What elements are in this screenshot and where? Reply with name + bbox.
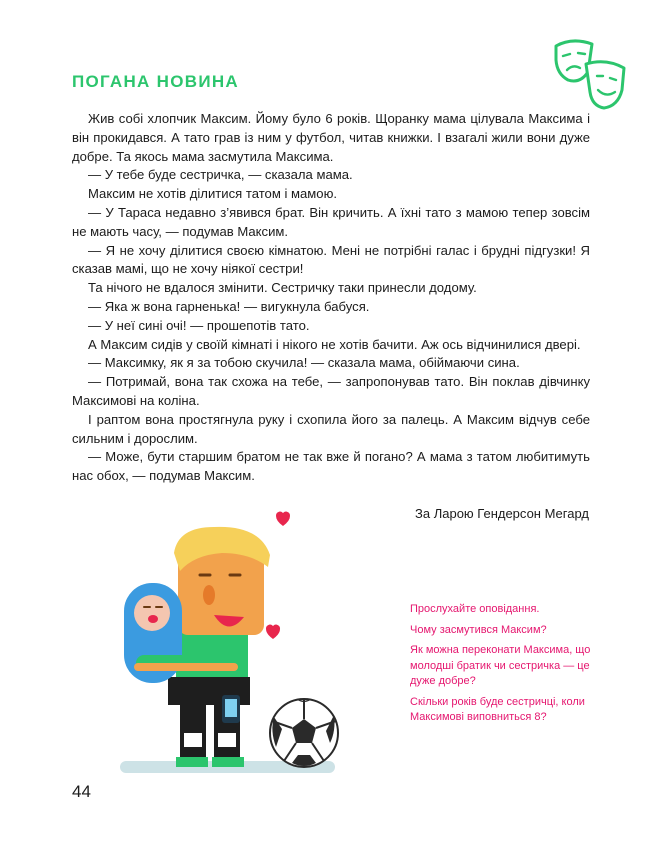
discussion-questions: [410, 602, 600, 731]
question-item: Прослухайте оповідання.: [410, 603, 540, 615]
question-item: Скільки років буде сестричці, коли Максимові виповниться 8?: [410, 695, 585, 723]
story-paragraph: Та нічого не вдалося змінити. Сестричку таки принесли додому.: [88, 280, 477, 296]
author-attribution: За Ларою Гендерсон Мегард: [415, 506, 589, 521]
story-paragraph: — У тебе буде сестричка, — сказала мама.: [88, 167, 353, 183]
boy-holding-baby-illustration: [110, 505, 355, 785]
story-paragraph: — Потримай, вона так схожа на тебе, — запропонував тато. Він поклав дівчинку Максимові на коліна.: [72, 374, 590, 408]
story-paragraph: Максим не хотів ділитися татом і мамою.: [88, 186, 338, 202]
story-paragraph: — У неї сині очі! — прошепотів тато.: [88, 317, 310, 333]
story-paragraph: — Яка ж вона гарненька! — вигукнула бабуся.: [88, 298, 370, 314]
heart-icon: [276, 512, 290, 526]
story-paragraph: Жив собі хлопчик Максим. Йому було 6 років. Щоранку мама цілувала Максима і він прокидався. А тато грав із ним у футбол, читав книжки. І взагалі жили вони дуже добре. Та якось мама засмутила Максима.: [72, 111, 590, 164]
story-paragraph: — У Тараса недавно з’явився брат. Він кричить. А їхні тато з мамою тепер зовсім не мають часу, — подумав Максим.: [72, 204, 590, 239]
theater-masks-icon: [552, 38, 632, 114]
story-paragraph: — Максимку, як я за тобою скучила! — сказала мама, обіймаючи сина.: [88, 355, 520, 371]
heart-icon: [266, 625, 280, 639]
story-paragraph: — Може, бути старшим братом не так вже й погано? А мама з татом любитимуть нас обох, — подумав Максим.: [72, 449, 590, 484]
story-paragraph: — Я не хочу ділитися своєю кімнатою. Мені не потрібні галас і брудні підгузки! Я сказав мамі, що не хочу ніякої сестри!: [72, 242, 590, 277]
page-number: 44: [72, 782, 91, 801]
question-item: Чому засмутився Максим?: [410, 623, 547, 636]
page-title: ПОГАНА НОВИНА: [72, 72, 240, 91]
question-item: Як можна переконати Максима, що молодші братик чи сестричка — це дуже добре?: [410, 644, 591, 687]
story-paragraph: І раптом вона простягнула руку і схопила його за палець. А Максим відчув себе сильним і дорослим.: [72, 411, 590, 446]
story-paragraph: А Максим сидів у своїй кімнаті і нікого не хотів бачити. Аж ось відчинилися двері.: [88, 336, 581, 352]
story-text: [72, 110, 590, 486]
